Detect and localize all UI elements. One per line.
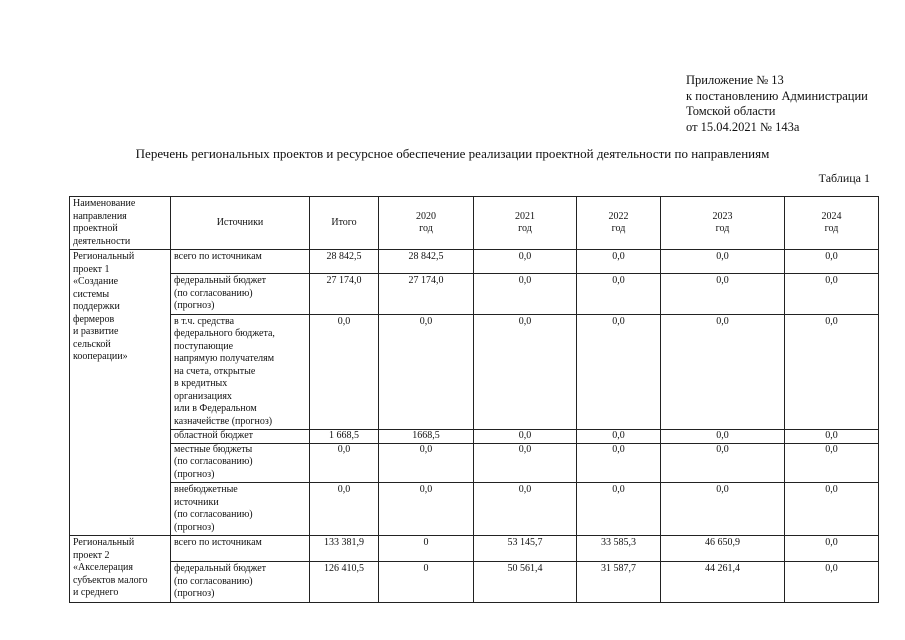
value-2021: 0,0 bbox=[474, 250, 577, 274]
header-2020: 2020 год bbox=[379, 197, 474, 250]
table-row bbox=[70, 430, 879, 444]
value-2023: 0,0 bbox=[661, 430, 785, 444]
value-2021: 0,0 bbox=[474, 443, 577, 483]
document-title: Перечень региональных проектов и ресурсное обеспечение реализации проектной деятельности по направлениям bbox=[135, 146, 770, 161]
total-cell: 0,0 bbox=[310, 314, 379, 430]
value-2024: 0,0 bbox=[785, 562, 879, 603]
total-cell: 27 174,0 bbox=[310, 274, 379, 315]
value-2023: 0,0 bbox=[661, 274, 785, 315]
value-2023: 0,0 bbox=[661, 250, 785, 274]
appendix-block bbox=[686, 73, 868, 135]
project-name: Региональный проект 1 «Создание системы поддержки фермеров и развитие сельской кооперации» bbox=[70, 250, 171, 536]
header-2024: 2024 год bbox=[785, 197, 879, 250]
value-2022: 0,0 bbox=[577, 430, 661, 444]
total-cell: 0,0 bbox=[310, 443, 379, 483]
value-2021: 0,0 bbox=[474, 483, 577, 536]
appendix-line: Томской области bbox=[686, 104, 776, 118]
value-2024: 0,0 bbox=[785, 536, 879, 562]
appendix-line: от 15.04.2021 № 143а bbox=[686, 119, 800, 134]
value-2022: 31 587,7 bbox=[577, 562, 661, 603]
value-2022: 0,0 bbox=[577, 483, 661, 536]
value-2023: 0,0 bbox=[661, 314, 785, 430]
value-2022: 0,0 bbox=[577, 250, 661, 274]
value-2021: 50 561,4 bbox=[474, 562, 577, 603]
total-cell: 133 381,9 bbox=[310, 536, 379, 562]
value-2022: 0,0 bbox=[577, 314, 661, 430]
header-row bbox=[70, 197, 879, 250]
header-name: Наименование направления проектной деятельности bbox=[70, 197, 171, 250]
value-2024: 0,0 bbox=[785, 430, 879, 444]
value-2020: 0,0 bbox=[379, 483, 474, 536]
source-cell: федеральный бюджет (по согласованию) (прогноз) bbox=[171, 274, 310, 315]
table-row bbox=[70, 562, 879, 603]
project-name: Региональный проект 2 «Акселерация субъектов малого и среднего bbox=[70, 536, 171, 603]
appendix-line: Приложение № 13 bbox=[686, 73, 784, 87]
value-2024: 0,0 bbox=[785, 274, 879, 315]
value-2024: 0,0 bbox=[785, 483, 879, 536]
value-2022: 0,0 bbox=[577, 274, 661, 315]
value-2024: 0,0 bbox=[785, 314, 879, 430]
value-2024: 0,0 bbox=[785, 443, 879, 483]
table-row bbox=[70, 314, 879, 430]
source-cell: всего по источникам bbox=[171, 536, 310, 562]
header-2022: 2022 год bbox=[577, 197, 661, 250]
value-2020: 1668,5 bbox=[379, 430, 474, 444]
value-2022: 0,0 bbox=[577, 443, 661, 483]
table-label: Таблица 1 bbox=[818, 171, 870, 185]
value-2020: 0,0 bbox=[379, 443, 474, 483]
header-total: Итого bbox=[310, 197, 379, 250]
total-cell: 28 842,5 bbox=[310, 250, 379, 274]
value-2023: 46 650,9 bbox=[661, 536, 785, 562]
value-2023: 44 261,4 bbox=[661, 562, 785, 603]
value-2020: 0 bbox=[379, 562, 474, 603]
value-2020: 27 174,0 bbox=[379, 274, 474, 315]
source-cell: всего по источникам bbox=[171, 250, 310, 274]
value-2021: 0,0 bbox=[474, 314, 577, 430]
appendix-line: к постановлению Администрации bbox=[686, 88, 868, 103]
table-row bbox=[70, 536, 879, 562]
value-2020: 0,0 bbox=[379, 314, 474, 430]
table-row bbox=[70, 443, 879, 483]
total-cell: 1 668,5 bbox=[310, 430, 379, 444]
value-2020: 28 842,5 bbox=[379, 250, 474, 274]
total-cell: 126 410,5 bbox=[310, 562, 379, 603]
source-cell: местные бюджеты (по согласованию) (прогноз) bbox=[171, 443, 310, 483]
value-2023: 0,0 bbox=[661, 443, 785, 483]
value-2023: 0,0 bbox=[661, 483, 785, 536]
header-2021: 2021 год bbox=[474, 197, 577, 250]
value-2021: 0,0 bbox=[474, 430, 577, 444]
header-2023: 2023 год bbox=[661, 197, 785, 250]
funding-table bbox=[69, 196, 879, 603]
value-2020: 0 bbox=[379, 536, 474, 562]
value-2021: 53 145,7 bbox=[474, 536, 577, 562]
table-row bbox=[70, 250, 879, 274]
value-2024: 0,0 bbox=[785, 250, 879, 274]
header-sources: Источники bbox=[171, 197, 310, 250]
value-2021: 0,0 bbox=[474, 274, 577, 315]
source-cell: в т.ч. средства федерального бюджета, поступающие напрямую получателям на счета, открытые в кредитных организациях или в Федеральном казначействе (прогноз) bbox=[171, 314, 310, 430]
source-cell: внебюджетные источники (по согласованию) (прогноз) bbox=[171, 483, 310, 536]
total-cell: 0,0 bbox=[310, 483, 379, 536]
table-row bbox=[70, 483, 879, 536]
source-cell: областной бюджет bbox=[171, 430, 310, 444]
source-cell: федеральный бюджет (по согласованию) (прогноз) bbox=[171, 562, 310, 603]
table-row bbox=[70, 274, 879, 315]
value-2022: 33 585,3 bbox=[577, 536, 661, 562]
